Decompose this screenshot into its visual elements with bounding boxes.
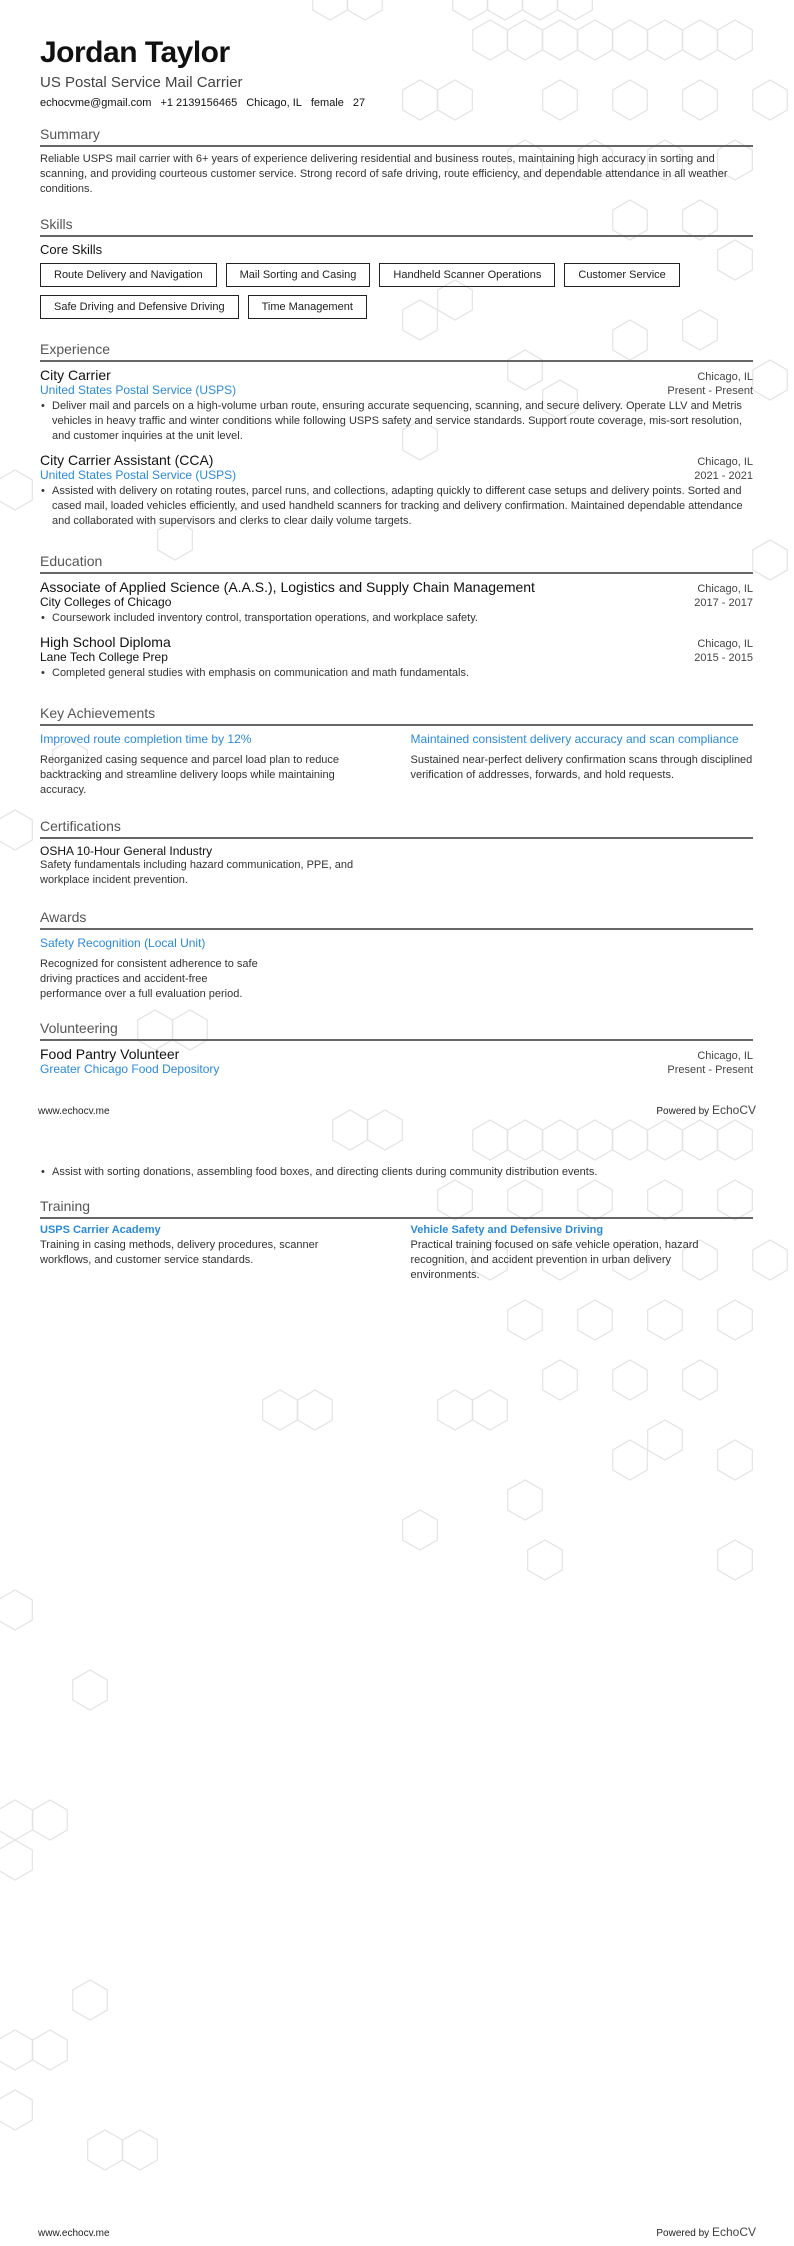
hexagon-shape [313, 0, 348, 20]
training-item [411, 1224, 754, 1283]
education-entry [40, 579, 753, 626]
volunteer-org: Greater Chicago Food Depository [40, 1062, 220, 1076]
summary-text: Reliable USPS mail carrier with 6+ years of experience delivering residential and business routes, maintaining high accuracy in sorting and scanning, and providing courteous customer service. Strong record of safe driving, route efficiency, and dependable attendance in all weather conditions. [40, 153, 728, 195]
education-section [40, 553, 753, 689]
resume-header [40, 36, 753, 109]
skill-chip: Time Management [248, 295, 367, 319]
skills-section [40, 216, 753, 319]
volunteering-section [40, 1020, 753, 1076]
school: Lane Tech College Prep [40, 650, 168, 664]
section-heading: Education [40, 553, 753, 574]
hexagon-shape [403, 1510, 438, 1550]
hexagon-shape [0, 1590, 32, 1630]
section-heading: Awards [40, 909, 753, 930]
section-heading: Certifications [40, 818, 753, 839]
hexagon-shape [683, 1120, 718, 1160]
job-dates: 2021 - 2021 [694, 470, 753, 482]
location: Chicago, IL [246, 97, 302, 109]
hexagon-shape [0, 2090, 32, 2130]
powered-by: Powered by [656, 2228, 710, 2239]
age: 27 [352, 97, 366, 109]
section-heading: Training [40, 1198, 753, 1219]
hexagon-shape [753, 80, 788, 120]
hexagon-shape [263, 1390, 298, 1430]
hexagon-shape [683, 1360, 718, 1400]
email: echocvme@gmail.com [40, 97, 152, 109]
training-item [40, 1224, 383, 1283]
edu-bullet: • Completed general studies with emphasis on communication and math fundamentals. [40, 666, 753, 681]
hexagon-shape [718, 1440, 753, 1480]
powered-by: Powered by [656, 1106, 710, 1117]
skill-chip: Safe Driving and Defensive Driving [40, 295, 239, 319]
hexagon-shape [33, 2030, 68, 2070]
volunteer-location: Chicago, IL [697, 1050, 753, 1062]
hexagon-shape [753, 540, 788, 580]
hexagon-shape [753, 1240, 788, 1280]
hexagon-shape [613, 1120, 648, 1160]
hexagon-shape [453, 0, 488, 20]
hexagon-shape [648, 1420, 683, 1460]
volunteering-continued [40, 1163, 753, 1180]
certifications-section [40, 818, 753, 888]
hexagon-shape [0, 810, 32, 850]
awards-section [40, 909, 753, 1002]
hexagon-shape [438, 1390, 473, 1430]
volunteer-dates: Present - Present [667, 1064, 753, 1076]
candidate-name: Jordan Taylor [40, 36, 230, 69]
hexagon-shape [718, 1120, 753, 1160]
hexagon-shape [753, 360, 788, 400]
gender: female [310, 97, 344, 109]
hexagon-shape [348, 0, 383, 20]
hexagon-shape [88, 2130, 123, 2170]
school: City Colleges of Chicago [40, 595, 172, 609]
edu-location: Chicago, IL [697, 638, 753, 650]
skill-chip: Route Delivery and Navigation [40, 263, 217, 287]
job-bullet: • Deliver mail and parcels on a high-volume urban route, ensuring accurate sequencing, scanning, and secure delivery. Operate LLV and Metris vehicles in heavy traffic and winter conditions while following USPS safety and service standards. Support route coverage, mis-sort resolution, and customer inquiries at the unit level. [40, 399, 753, 444]
hexagon-shape [0, 470, 32, 510]
degree: Associate of Applied Science (A.A.S.), Logistics and Supply Chain Management [40, 579, 535, 595]
job-location: Chicago, IL [697, 456, 753, 468]
edu-dates: 2017 - 2017 [694, 597, 753, 609]
hexagon-shape [613, 1360, 648, 1400]
achievements-section [40, 705, 753, 798]
training-section [40, 1198, 753, 1283]
hexagon-shape [543, 1120, 578, 1160]
section-heading: Experience [40, 341, 753, 362]
hexagon-shape [0, 1800, 32, 1840]
hexagon-shape [123, 2130, 158, 2170]
experience-entry [40, 452, 753, 529]
edu-bullet: • Coursework included inventory control, transportation operations, and workplace safety. [40, 611, 753, 626]
education-entry [40, 634, 753, 681]
achievement-item [411, 731, 754, 798]
hexagon-shape [648, 1300, 683, 1340]
section-heading: Key Achievements [40, 705, 753, 726]
achievement-text: Reorganized casing sequence and parcel load plan to reduce backtracking and streamline delivery loops while maintaining accuracy. [40, 754, 340, 796]
hexagon-shape [528, 1540, 563, 1580]
hexagon-shape [33, 1800, 68, 1840]
edu-location: Chicago, IL [697, 583, 753, 595]
hexagon-shape [508, 1120, 543, 1160]
hexagon-shape [488, 0, 523, 20]
experience-entry [40, 367, 753, 444]
training-title: USPS Carrier Academy [40, 1224, 161, 1236]
page-footer [38, 1103, 756, 1117]
experience-section [40, 341, 753, 537]
award-title: Safety Recognition (Local Unit) [40, 936, 206, 950]
achievement-item [40, 731, 383, 798]
skill-chip: Handheld Scanner Operations [379, 263, 555, 287]
summary-section [40, 126, 753, 197]
hexagon-shape [613, 1440, 648, 1480]
certification-text: Safety fundamentals including hazard communication, PPE, and workplace incident prevention. [40, 859, 354, 886]
edu-dates: 2015 - 2015 [694, 652, 753, 664]
achievement-text: Sustained near-perfect delivery confirmation scans through disciplined verification of addresses, forwards, and hold requests. [410, 754, 753, 781]
hexagon-shape [73, 1670, 108, 1710]
volunteer-role: Food Pantry Volunteer [40, 1046, 180, 1062]
brand-logo: EchoCV [711, 2225, 756, 2239]
hexagon-shape [578, 1120, 613, 1160]
training-text: Practical training focused on safe vehicle operation, hazard recognition, and accident prevention in urban delivery environments. [410, 1239, 699, 1281]
hexagon-shape [718, 1540, 753, 1580]
footer-site-link[interactable]: www.echocv.me [38, 1106, 110, 1117]
job-dates: Present - Present [667, 385, 753, 397]
job-title: City Carrier [40, 367, 111, 383]
degree: High School Diploma [40, 634, 171, 650]
skill-chip: Mail Sorting and Casing [226, 263, 371, 287]
training-title: Vehicle Safety and Defensive Driving [410, 1224, 604, 1236]
certification-title: OSHA 10-Hour General Industry [40, 844, 213, 858]
hexagon-shape [718, 1300, 753, 1340]
phone: +1 2139156465 [160, 97, 238, 109]
employer: United States Postal Service (USPS) [40, 468, 237, 482]
hexagon-shape [508, 1300, 543, 1340]
page-footer [38, 2225, 756, 2239]
skill-chip: Customer Service [564, 263, 679, 287]
hexagon-shape [543, 1360, 578, 1400]
skill-group-title: Core Skills [40, 242, 103, 257]
job-location: Chicago, IL [697, 371, 753, 383]
hexagon-shape [523, 0, 558, 20]
footer-site-link[interactable]: www.echocv.me [38, 2228, 110, 2239]
hexagon-shape [0, 1840, 32, 1880]
section-heading: Skills [40, 216, 753, 237]
hexagon-shape [508, 1480, 543, 1520]
hexagon-shape [473, 1120, 508, 1160]
brand-logo: EchoCV [711, 1103, 756, 1117]
hexagon-shape [298, 1390, 333, 1430]
job-bullet: • Assisted with delivery on rotating routes, parcel runs, and collections, adapting quickly to different case setups and delivery points. Sorted and cased mail, loaded vehicles efficiently, and used handheld scanners for tracking and delivery confirmation. Maintained dependable attendance and collaborated with supervisors and clerks to clear daily volume targets. [40, 484, 753, 529]
hexagon-shape [648, 1120, 683, 1160]
hexagon-shape [558, 0, 593, 20]
hexagon-shape [578, 1300, 613, 1340]
section-heading: Summary [40, 126, 753, 147]
hexagon-shape [473, 1390, 508, 1430]
candidate-title: US Postal Service Mail Carrier [40, 74, 243, 91]
job-title: City Carrier Assistant (CCA) [40, 452, 214, 468]
section-heading: Volunteering [40, 1020, 753, 1041]
achievement-title: Improved route completion time by 12% [40, 732, 252, 746]
hexagon-shape [73, 1980, 108, 2020]
contact-info [40, 97, 753, 109]
award-text: Recognized for consistent adherence to safe driving practices and accident-free performance over a full evaluation period. [40, 958, 258, 1000]
hexagon-shape [0, 2030, 32, 2070]
employer: United States Postal Service (USPS) [40, 383, 237, 397]
volunteer-bullet: • Assist with sorting donations, assembling food boxes, and directing clients during community distribution events. [40, 1165, 753, 1180]
training-text: Training in casing methods, delivery procedures, scanner workflows, and customer service standards. [40, 1239, 319, 1266]
achievement-title: Maintained consistent delivery accuracy and scan compliance [410, 732, 739, 746]
